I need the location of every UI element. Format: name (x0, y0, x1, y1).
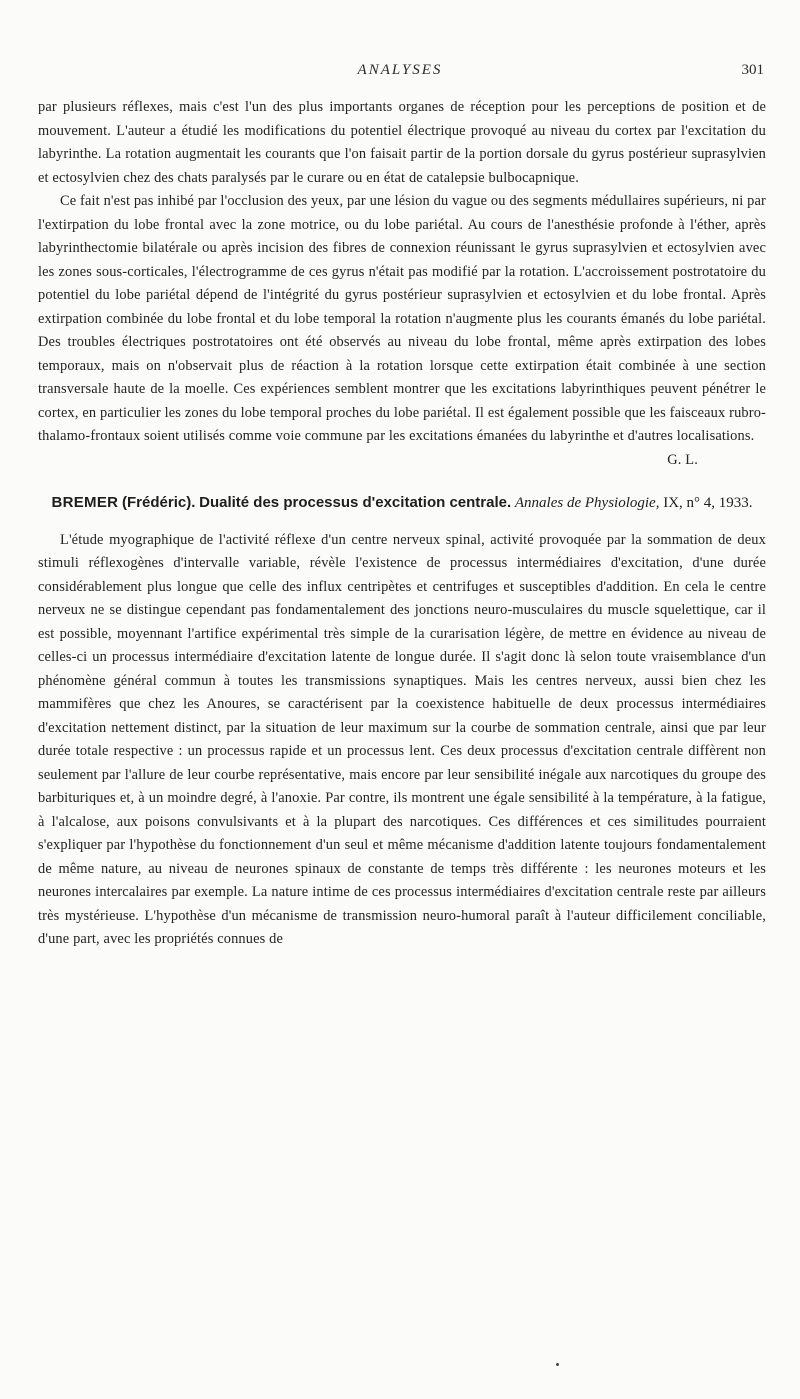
previous-review-paragraph-2 (38, 190, 766, 468)
previous-review-paragraph-1: par plusieurs réflexes, mais c'est l'un des plus importants organes de réception pour les perceptions de position et de mouvement. L'auteur a étudié les modifications du potentiel électrique provoqué au niveau du cortex par l'excitation du labyrinthe. La rotation augmentait les courants que l'on faisait partir de la portion dorsale du gyrus postérieur suprasylvien et ectosylvien chez des chats paralysés par le curare ou en état de catalepsie bulbocapnique. (38, 99, 766, 186)
journal-citation: IX, n° 4, 1933. (663, 494, 753, 511)
review-bremer (38, 491, 766, 952)
journal-name: Annales de Physiologie, (514, 494, 660, 511)
author-surname: BREMER (51, 493, 119, 511)
review-paragraph: L'étude myographique de l'activité réflexe d'un centre nerveux spinal, activité provoquée par la sommation de deux stimuli réflexogènes d'intervalle variable, révèle l'existence de processus intermédiaires d'excitation, d'une durée considérablement plus longue que celle des influx centripètes et centrifuges et susceptibles d'addition. En cela le centre nerveux ne se distingue cependant pas fondamentalement des jonctions neuro-musculaires du muscle squelettique, car il est possible, moyennant l'artifice expérimental très simple de la curarisation légère, de mettre en évidence au niveau de celles-ci un processus intermédiaire d'excitation latente de longue durée. Il s'agit donc là selon toute vraisemblance d'un phénomène général commun à toutes les transmissions synaptiques. Mais les centres nerveux, aussi bien chez les mammifères que chez les Anoures, se caractérisent par la coexistence habituelle de deux processus intermédiaires d'excitation nettement distinct, par la situation de leur maximum sur la courbe de sommation centrale, ainsi que par leur durée totale respective : un processus rapide et un processus lent. Ces deux processus d'excitation centrale diffèrent non seulement par l'allure de leur courbe représentative, mais encore par leur sensibilité inégale aux narcotiques du groupe des barbituriques et, à un moindre degré, à l'anoxie. Par contre, ils montrent une égale sensibilité à la température, à la fatigue, à l'alcalose, aux poisons convulsivants et à la plupart des narcotiques. Ces différences et ces similitudes pourraient s'expliquer par l'hypothèse du fonctionnement d'un seul et même mécanisme d'addition latente toujours fondamentalement de même nature, au niveau de neurones spinaux de constante de temps très différente : les neurones moteurs et les neurones intercalaires par exemple. La nature intime de ces processus intermédiaires d'excitation centrale reste par ailleurs très mystérieuse. L'hypothèse d'un mécanisme de transmission neuro-humoral paraît à l'auteur difficilement conciliable, d'une part, avec les propriétés connues de (38, 531, 766, 947)
page-number: 301 (741, 62, 764, 78)
print-speck (556, 1363, 559, 1366)
reviewer-initials: G. L. (667, 451, 698, 468)
body-text (38, 96, 766, 952)
review-heading (38, 491, 766, 515)
article-title: Dualité des processus d'excitation centrale. (199, 493, 512, 511)
running-head (0, 62, 800, 84)
previous-review (38, 96, 766, 468)
previous-review-paragraph-2-text: Ce fait n'est pas inhibé par l'occlusion des yeux, par une lésion du vague ou des segments médullaires supérieurs, ni par l'extirpation du lobe frontal avec la zone motrice, ou du lobe pariétal. Au cours de l'anesthésie profonde à l'éther, après labyrinthectomie bilatérale ou après incision des fibres de connexion réunissant le gyrus suprasylvien et ectosylvien avec les zones sous-corticales, l'électrogramme de ces gyrus n'était pas modifié par la rotation. L'accroissement postrotatoire du potentiel du lobe pariétal dépend de l'intégrité du gyrus postérieur suprasylvien et ectosylvien et du lobe frontal. Après extirpation combinée du lobe frontal et du lobe temporal la rotation n'augmente plus les courants émanés du lobe pariétal. Des troubles électriques postrotatoires ont été observés au niveau du lobe frontal, même après extirpation des lobes temporaux, mais on n'observait plus de réaction à la rotation lorsque cette extirpation était combinée à une section transversale haute de la moelle. Ces expériences semblent montrer que les excitations labyrinthiques peuvent pénétrer le cortex, en particulier les zones du lobe temporal proches du lobe pariétal. Il est également possible que les faisceaux rubro-thalamo-frontaux soient utilisés comme voie commune par les excitations émanées du labyrinthe et d'autres localisations. (38, 193, 766, 444)
author-firstname: (Frédéric). (122, 493, 196, 511)
running-title: ANALYSES (357, 62, 443, 78)
review-body (38, 529, 766, 952)
